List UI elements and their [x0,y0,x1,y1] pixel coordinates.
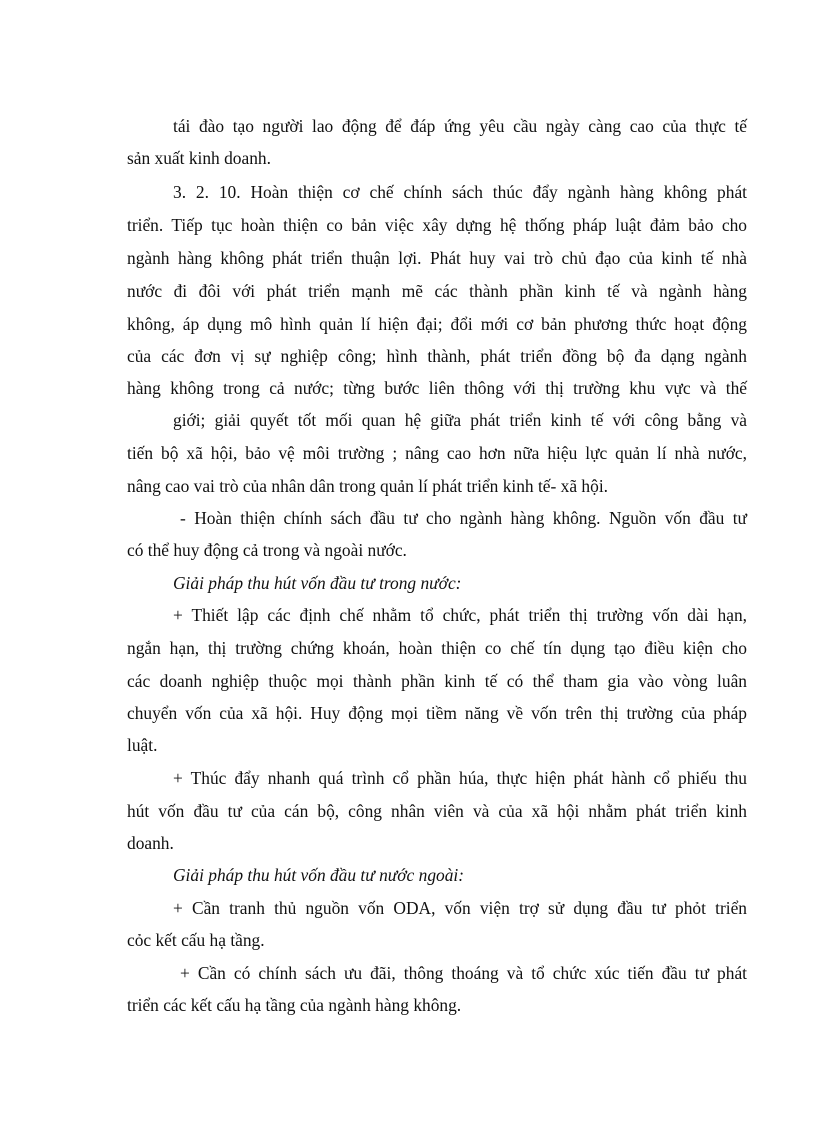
text-line: nâng cao vai trò của nhân dân trong quản lí phát triển kinh tế- xã hội. [127,476,608,496]
subheading-foreign: Giải pháp thu hút vốn đầu tư nước ngoài: [173,865,465,885]
text-line: ngành hàng không phát triển thuận lợi. Phát huy vai trò chủ đạo của kinh tế nhà [127,248,747,268]
text-line: tái đào tạo người lao động để đáp ứng yêu cầu ngày càng cao của thực tế [173,116,747,136]
text-line: luật. [127,735,158,755]
text-line: của các đơn vị sự nghiệp công; hình thành, phát triển đồng bộ đa dạng ngành [127,346,747,366]
text-line: giới; giải quyết tốt mối quan hệ giữa phát triển kinh tế với công bằng và [173,410,747,430]
text-line: doanh. [127,833,174,853]
text-line: + Cần có chính sách ưu đãi, thông thoáng và tổ chức xúc tiến đầu tư phát [180,963,747,983]
text-line: + Thiết lập các định chế nhằm tổ chức, phát triển thị trường vốn dài hạn, [173,605,747,625]
section-heading-line: 3. 2. 10. Hoàn thiện cơ chế chính sách thúc đẩy ngành hàng không phát [173,182,747,202]
text-line: sản xuất kinh doanh. [127,148,271,168]
text-line: hàng không trong cả nước; từng bước liên thông với thị trường khu vực và thế [127,378,747,398]
text-line: - Hoàn thiện chính sách đầu tư cho ngành hàng không. Nguồn vốn đầu tư [180,508,747,528]
text-line: + Cần tranh thủ nguồn vốn ODA, vốn viện trợ sử dụng đầu tư phỏt triển [173,898,747,918]
text-line: tiến bộ xã hội, bảo vệ môi trường ; nâng cao hơn nữa hiệu lực quản lí nhà nước, [127,443,747,463]
text-line: hút vốn đầu tư của cán bộ, công nhân viên và của xã hội nhằm phát triển kinh [127,801,747,821]
text-line: ngắn hạn, thị trường chứng khoán, hoàn thiện co chế tín dụng tạo điều kiện cho [127,638,747,658]
text-line: + Thúc đẩy nhanh quá trình cổ phần húa, thực hiện phát hành cổ phiếu thu [173,768,747,788]
text-line: các doanh nghiệp thuộc mọi thành phần kinh tế có thể tham gia vào vòng luân [127,671,747,691]
subheading-domestic: Giải pháp thu hút vốn đầu tư trong nước: [173,573,462,593]
text-line: không, áp dụng mô hình quản lí hiện đại; đổi mới cơ bản phương thức hoạt động [127,314,747,334]
text-line: triển các kết cấu hạ tầng của ngành hàng không. [127,995,462,1015]
text-line: nước đi đôi với phát triển mạnh mẽ các thành phần kinh tế và ngành hàng [127,281,747,301]
text-line: cỏc kết cấu hạ tầng. [127,930,265,950]
text-line: chuyển vốn của xã hội. Huy động mọi tiềm năng về vốn trên thị trường của pháp [127,703,747,723]
text-line: triển. Tiếp tục hoàn thiện co bản việc xây dựng hệ thống pháp luật đảm bảo cho [127,215,747,235]
text-line: có thể huy động cả trong và ngoài nước. [127,540,407,560]
